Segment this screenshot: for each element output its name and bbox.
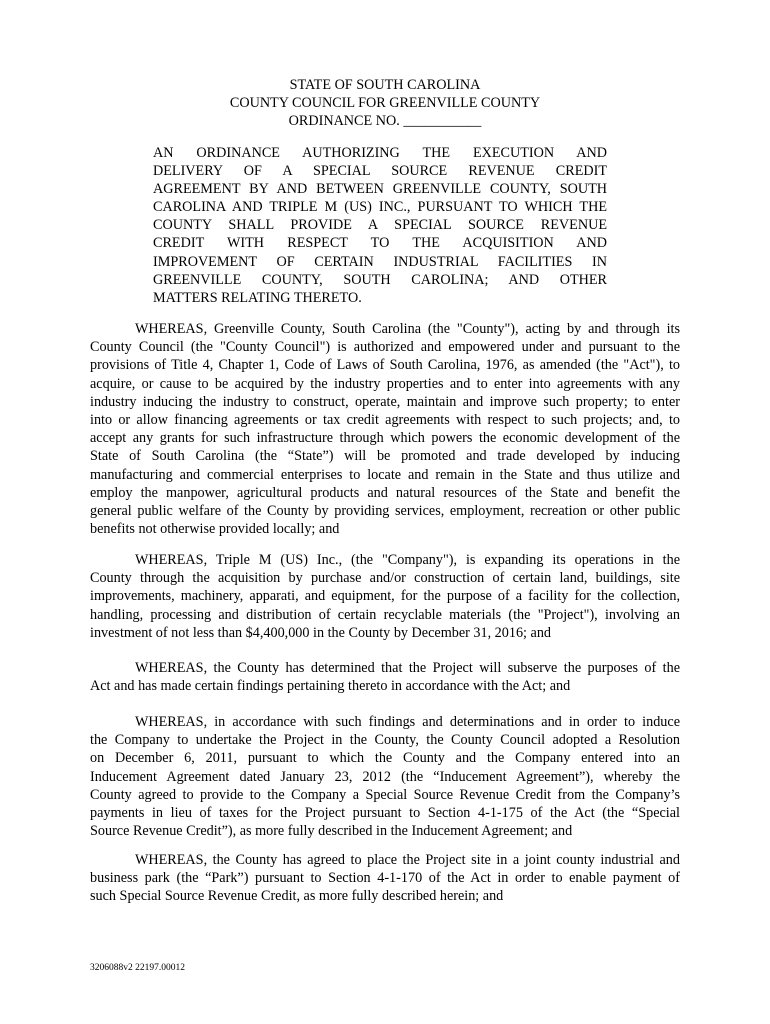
title-line: DELIVERY OF A SPECIAL SOURCE REVENUE CREDIT (153, 163, 607, 180)
ordinance-title (153, 144, 607, 307)
paragraph-line: Act and has made certain findings pertaining thereto in accordance with the Act; and (90, 678, 571, 695)
paragraph-line: handling, processing and distribution of certain recyclable materials (the "Project"), involving an (90, 606, 680, 623)
whereas-paragraph-3 (90, 659, 680, 695)
title-line: AGREEMENT BY AND BETWEEN GREENVILLE COUNTY, SOUTH (153, 181, 607, 198)
title-line: CAROLINA AND TRIPLE M (US) INC., PURSUANT TO WHICH THE (153, 199, 607, 216)
title-line: COUNTY SHALL PROVIDE A SPECIAL SOURCE REVENUE (153, 217, 607, 234)
paragraph-line: such Special Source Revenue Credit, as more fully described herein; and (90, 888, 504, 905)
paragraph-line: WHEREAS, Triple M (US) Inc., (the "Company"), is expanding its operations in the (135, 552, 680, 568)
paragraph-line: WHEREAS, Greenville County, South Carolina (the "County"), acting by and through its (135, 321, 680, 337)
paragraph-line: business park (the “Park”) pursuant to Section 4-1-170 of the Act in order to enable payment of (90, 870, 680, 887)
whereas-paragraph-1 (90, 320, 680, 538)
paragraph-line: payments in lieu of taxes for the Project pursuant to Section 4-1-175 of the Act (the “Special (90, 804, 680, 821)
paragraph-line: manufacturing and commercial enterprises to locate and remain in the State and thus utilize and (90, 466, 680, 483)
paragraph-line: investment of not less than $4,400,000 in the County by December 31, 2016; and (90, 624, 552, 641)
header-county-council: COUNTY COUNCIL FOR GREENVILLE COUNTY (229, 95, 541, 111)
paragraph-line: County agreed to provide to the Company a Special Source Revenue Credit from the Company’s (90, 786, 680, 803)
paragraph-line: into or allow financing agreements or tax credit agreements with respect to such projects; and, to (90, 411, 680, 428)
paragraph-line: County Council (the "County Council") is authorized and empowered under and pursuant to the (90, 339, 680, 356)
paragraph-line: on December 6, 2011, pursuant to which the County and the Company entered into an (90, 750, 680, 767)
document-id-footer: 3206088v2 22197.00012 (90, 963, 185, 973)
title-line: CREDIT WITH RESPECT TO THE ACQUISITION AND (153, 235, 607, 252)
paragraph-line: acquire, or cause to be acquired by the industry properties and to enter into agreements with any (90, 375, 680, 392)
header-state: STATE OF SOUTH CAROLINA (289, 77, 481, 93)
paragraph-line: WHEREAS, the County has agreed to place the Project site in a joint county industrial and (135, 852, 680, 868)
paragraph-line: improvements, machinery, apparati, and equipment, for the purpose of a facility for the collection, (90, 588, 680, 605)
paragraph-line: Source Revenue Credit”), as more fully described in the Inducement Agreement; and (90, 823, 573, 840)
title-line: MATTERS RELATING THERETO. (153, 289, 362, 306)
paragraph-line: the Company to undertake the Project in the County, the County Council adopted a Resolution (90, 732, 680, 749)
paragraph-line: Inducement Agreement dated January 23, 2012 (the “Inducement Agreement”), whereby the (90, 768, 680, 785)
title-line: GREENVILLE COUNTY, SOUTH CAROLINA; AND OTHER (153, 271, 607, 288)
paragraph-line: WHEREAS, in accordance with such findings and determinations and in order to induce (135, 714, 680, 730)
paragraph-line: general public welfare of the County by providing services, employment, recreation or other public (90, 502, 680, 519)
whereas-paragraph-2 (90, 551, 680, 642)
paragraph-line: employ the manpower, agricultural products and natural resources of the State and benefit the (90, 484, 680, 501)
paragraph-line: industry inducing the industry to construct, operate, maintain and improve such property; to enter (90, 393, 680, 410)
paragraph-line: provisions of Title 4, Chapter 1, Code of Laws of South Carolina, 1976, as amended (the "Act"), to (90, 357, 680, 374)
whereas-paragraph-4 (90, 713, 680, 840)
title-line: IMPROVEMENT OF CERTAIN INDUSTRIAL FACILITIES IN (153, 253, 607, 270)
paragraph-line: County through the acquisition by purchase and/or construction of certain land, buildings, site (90, 570, 680, 587)
header-ordinance-number: ORDINANCE NO. ___________ (288, 113, 482, 129)
paragraph-line: WHEREAS, the County has determined that the Project will subserve the purposes of the (135, 660, 680, 676)
paragraph-line: accept any grants for such infrastructure through which powers the economic development of the (90, 430, 680, 447)
paragraph-line: benefits not otherwise provided locally; and (90, 521, 340, 538)
whereas-paragraph-5 (90, 851, 680, 906)
title-line: AN ORDINANCE AUTHORIZING THE EXECUTION AND (153, 145, 607, 161)
paragraph-line: State of South Carolina (the “State”) will be promoted and trade developed by inducing (90, 448, 680, 465)
